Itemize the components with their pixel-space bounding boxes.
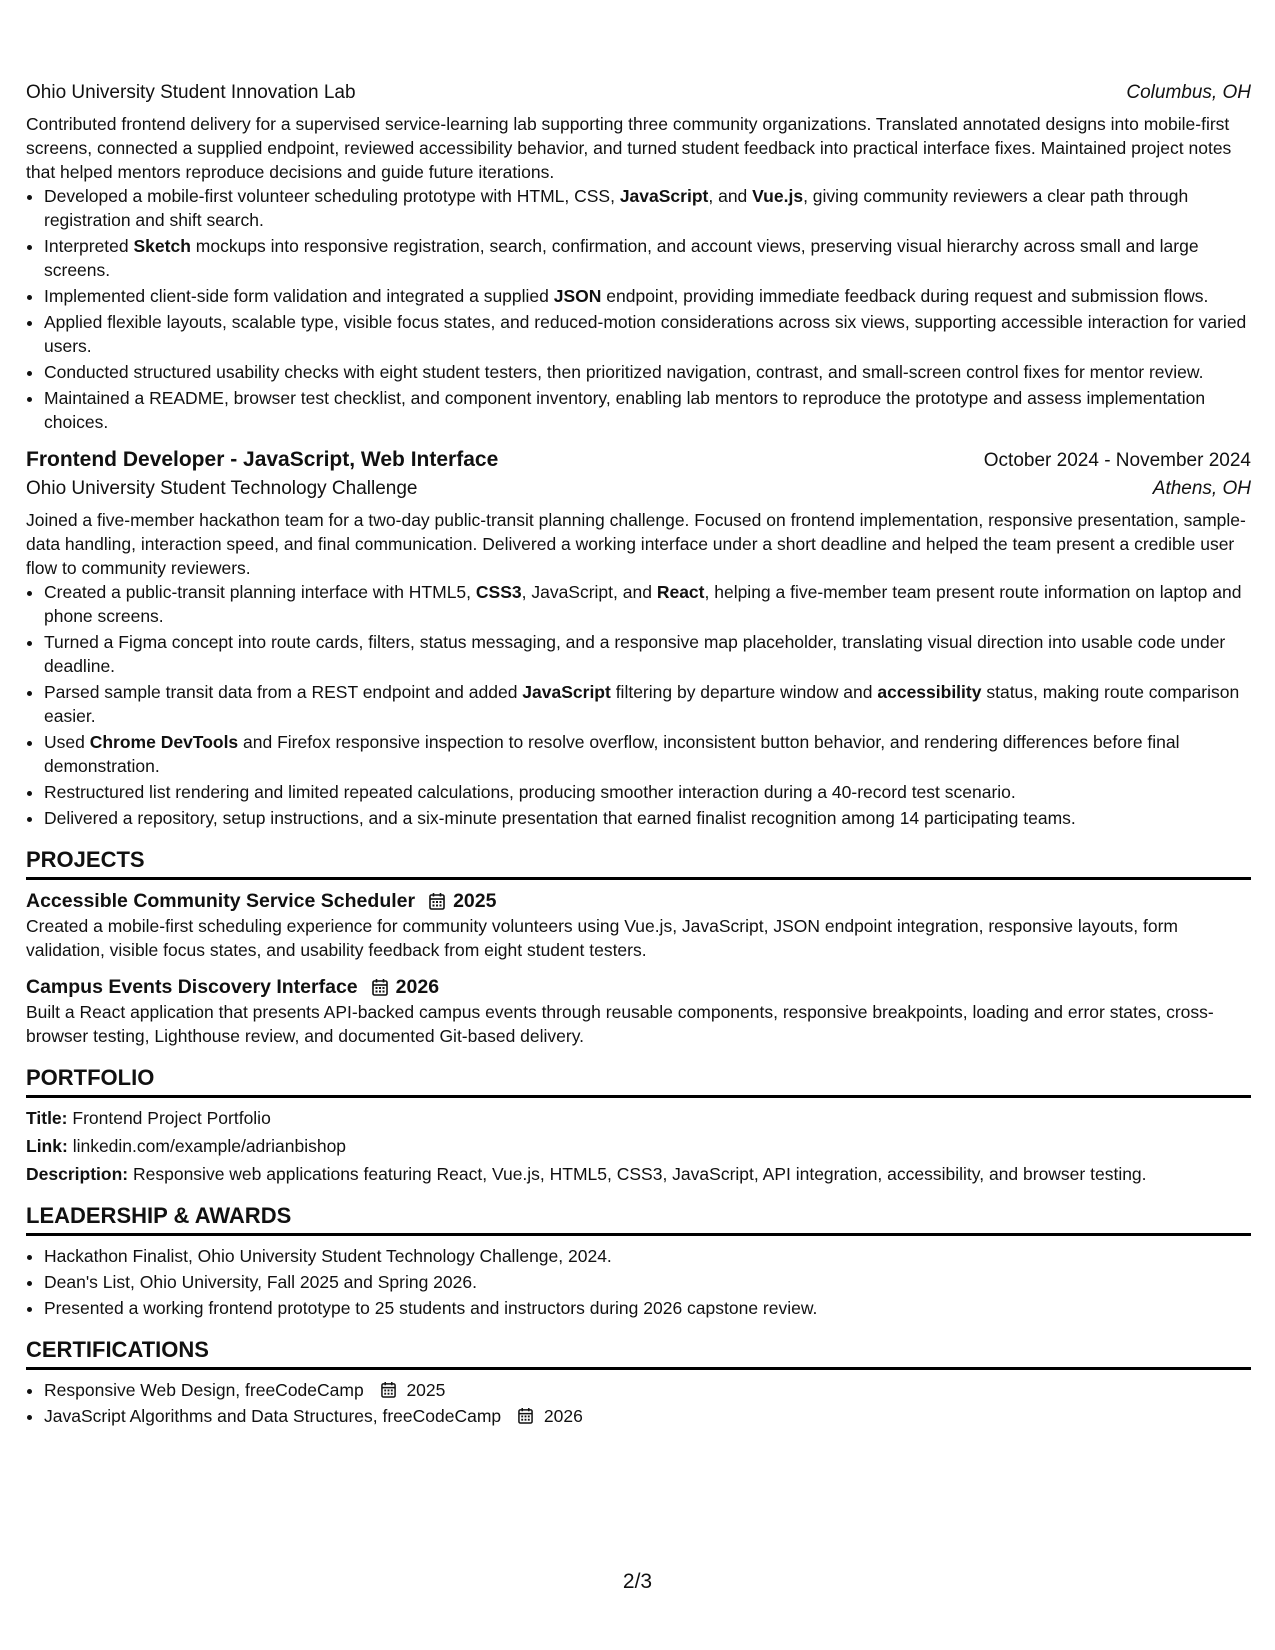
portfolio-block	[26, 1106, 1251, 1186]
location: Columbus, OH	[1126, 82, 1251, 103]
location: Athens, OH	[1152, 478, 1251, 499]
section-heading-portfolio: PORTFOLIO	[26, 1064, 1251, 1098]
resume-page	[26, 80, 1251, 1430]
certification-item	[44, 1378, 1251, 1402]
experience-bullet	[44, 630, 1251, 678]
bullet-text: , JavaScript, and	[521, 582, 657, 602]
bullet-text: and Firefox responsive inspection to resolve overflow, inconsistent button behavior, and rendering differences before final demonstration.	[44, 732, 1180, 776]
bullet-text: endpoint, providing immediate feedback during request and submission flows.	[601, 286, 1209, 306]
bullet-keyword: Vue.js	[752, 186, 804, 206]
date-range: October 2024 - November 2024	[983, 450, 1251, 471]
bullet-keyword: React	[656, 582, 705, 602]
experience-bullets	[26, 184, 1251, 434]
experience-summary: Contributed frontend delivery for a supervised service-learning lab supporting three community organizations. Translated annotated designs into mobile-first screens, connected a supplied endpoint, reviewed accessibility behavior, and turned student feedback into practical interface fixes. Maintained project notes that helped mentors reproduce decisions and guide future iterations.	[26, 114, 1232, 182]
certification-name: Responsive Web Design, freeCodeCamp	[44, 1380, 364, 1400]
bullet-text: Turned a Figma concept into route cards, filters, status messaging, and a responsive map placeholder, translating visual direction into usable code under deadline.	[44, 632, 1226, 676]
experience-bullet	[44, 580, 1251, 628]
project-year: 2026	[395, 976, 440, 998]
experience-bullet	[44, 680, 1251, 728]
section-heading-leadership: LEADERSHIP & AWARDS	[26, 1202, 1251, 1236]
bullet-keyword: JSON	[553, 286, 602, 306]
experience-bullet	[44, 730, 1251, 778]
calendar-icon	[518, 1407, 533, 1424]
bullet-keyword: JavaScript	[522, 682, 611, 702]
bullet-text: Maintained a README, browser test checklist, and component inventory, enabling lab mentors to reproduce the prototype and assess implementation choices.	[44, 388, 1206, 432]
bullet-text: Developed a mobile-first volunteer scheduling prototype with HTML, CSS,	[44, 186, 620, 206]
portfolio-title-row	[26, 1106, 1251, 1130]
experience-bullet	[44, 806, 1251, 830]
project-description: Created a mobile-first scheduling experience for community volunteers using Vue.js, JavaScript, JSON endpoint integration, responsive layouts, form validation, visible focus states, and usability feedback from eight student testers.	[26, 916, 1178, 960]
experience-summary: Joined a five-member hackathon team for a two-day public-transit planning challenge. Focused on frontend implementation, responsive presentation, sample-data handling, interaction speed, and final communication. Delivered a working interface under a short deadline and helped the team present a credible user flow to community reviewers.	[26, 510, 1246, 578]
certification-name: JavaScript Algorithms and Data Structures, freeCodeCamp	[44, 1406, 502, 1426]
section-heading-certifications: CERTIFICATIONS	[26, 1336, 1251, 1370]
experience-bullet	[44, 386, 1251, 434]
certification-year: 2025	[406, 1380, 446, 1400]
project-item	[26, 888, 1251, 962]
bullet-text: filtering by departure window and	[610, 682, 878, 702]
portfolio-link[interactable]: linkedin.com/example/adrianbishop	[72, 1136, 347, 1156]
bullet-text: Interpreted	[44, 236, 134, 256]
experience-bullet	[44, 360, 1251, 384]
calendar-icon	[381, 1381, 396, 1398]
experience-entry-innovation-lab	[26, 80, 1251, 434]
project-title: Accessible Community Service Scheduler	[26, 890, 416, 912]
project-item	[26, 974, 1251, 1048]
bullet-text: Parsed sample transit data from a REST endpoint and added	[44, 682, 523, 702]
bullet-text: Created a public-transit planning interface with HTML5,	[44, 582, 476, 602]
leadership-list	[26, 1244, 1251, 1320]
job-title: Frontend Developer - JavaScript, Web Interface	[26, 448, 499, 471]
certification-item	[44, 1404, 1251, 1428]
portfolio-title-value: Frontend Project Portfolio	[72, 1108, 271, 1128]
project-title-row	[26, 974, 1251, 1000]
experience-header	[26, 446, 1251, 474]
bullet-text: , and	[708, 186, 753, 206]
certification-year: 2026	[543, 1406, 583, 1426]
organization-name: Ohio University Student Technology Challenge	[26, 478, 418, 499]
calendar-icon	[372, 978, 388, 996]
portfolio-title-label: Title:	[26, 1108, 68, 1128]
experience-bullet	[44, 780, 1251, 804]
bullet-text: Conducted structured usability checks with eight student testers, then prioritized navigation, contrast, and small-screen control fixes for mentor review.	[44, 362, 1204, 382]
experience-bullet	[44, 184, 1251, 232]
project-list	[26, 888, 1251, 1048]
portfolio-description-value: Responsive web applications featuring React, Vue.js, HTML5, CSS3, JavaScript, API integration, accessibility, and browser testing.	[132, 1164, 1147, 1184]
bullet-text: Implemented client-side form validation and integrated a supplied	[44, 286, 554, 306]
bullet-keyword: Sketch	[133, 236, 191, 256]
project-title-row	[26, 888, 1251, 914]
bullet-text: status, making route comparison easier.	[44, 682, 1240, 726]
bullet-text: , helping a five-member team present route information on laptop and phone screens.	[44, 582, 1242, 626]
list-item: • Hackathon Finalist, Ohio University Student Technology Challenge, 2024.	[44, 1244, 1251, 1268]
experience-bullet	[44, 284, 1251, 308]
bullet-keyword: accessibility	[877, 682, 982, 702]
bullet-text: mockups into responsive registration, search, confirmation, and account views, preserving visual hierarchy across small and large screens.	[44, 236, 1199, 280]
experience-bullets	[26, 580, 1251, 830]
experience-subheader	[26, 476, 1251, 502]
list-item: • Dean's List, Ohio University, Fall 2025 and Spring 2026.	[44, 1270, 1251, 1294]
bullet-keyword: CSS3	[475, 582, 522, 602]
organization-name: Ohio University Student Innovation Lab	[26, 82, 356, 103]
portfolio-description-label: Description:	[26, 1164, 129, 1184]
bullet-text: Delivered a repository, setup instructions, and a six-minute presentation that earned finalist recognition among 14 participating teams.	[44, 808, 1076, 828]
bullet-text: Used	[44, 732, 90, 752]
experience-header	[26, 80, 1251, 106]
calendar-icon	[429, 892, 445, 910]
portfolio-link-row	[26, 1134, 1251, 1158]
project-title: Campus Events Discovery Interface	[26, 976, 358, 998]
bullet-keyword: Chrome DevTools	[89, 732, 239, 752]
experience-bullet	[44, 310, 1251, 358]
portfolio-description-row	[26, 1162, 1251, 1186]
bullet-keyword: JavaScript	[619, 186, 709, 206]
list-item: • Presented a working frontend prototype to 25 students and instructors during 2026 capstone review.	[44, 1296, 1251, 1320]
page-number: 2/3	[622, 1570, 653, 1593]
section-heading-projects: PROJECTS	[26, 846, 1251, 880]
bullet-text: Applied flexible layouts, scalable type, visible focus states, and reduced-motion considerations across six views, supporting accessible interaction for varied users.	[44, 312, 1247, 356]
certification-list	[26, 1378, 1251, 1428]
bullet-text: , giving community reviewers a clear path through registration and shift search.	[44, 186, 1189, 230]
experience-entry-tech-challenge	[26, 446, 1251, 830]
portfolio-link-label: Link:	[26, 1136, 68, 1156]
bullet-text: Restructured list rendering and limited repeated calculations, producing smoother interaction during a 40-record test scenario.	[44, 782, 1016, 802]
experience-bullet	[44, 234, 1251, 282]
project-description: Built a React application that presents API-backed campus events through reusable components, responsive breakpoints, loading and error states, cross-browser testing, Lighthouse review, and documented Git-based delivery.	[26, 1002, 1214, 1046]
project-year: 2025	[453, 890, 497, 912]
